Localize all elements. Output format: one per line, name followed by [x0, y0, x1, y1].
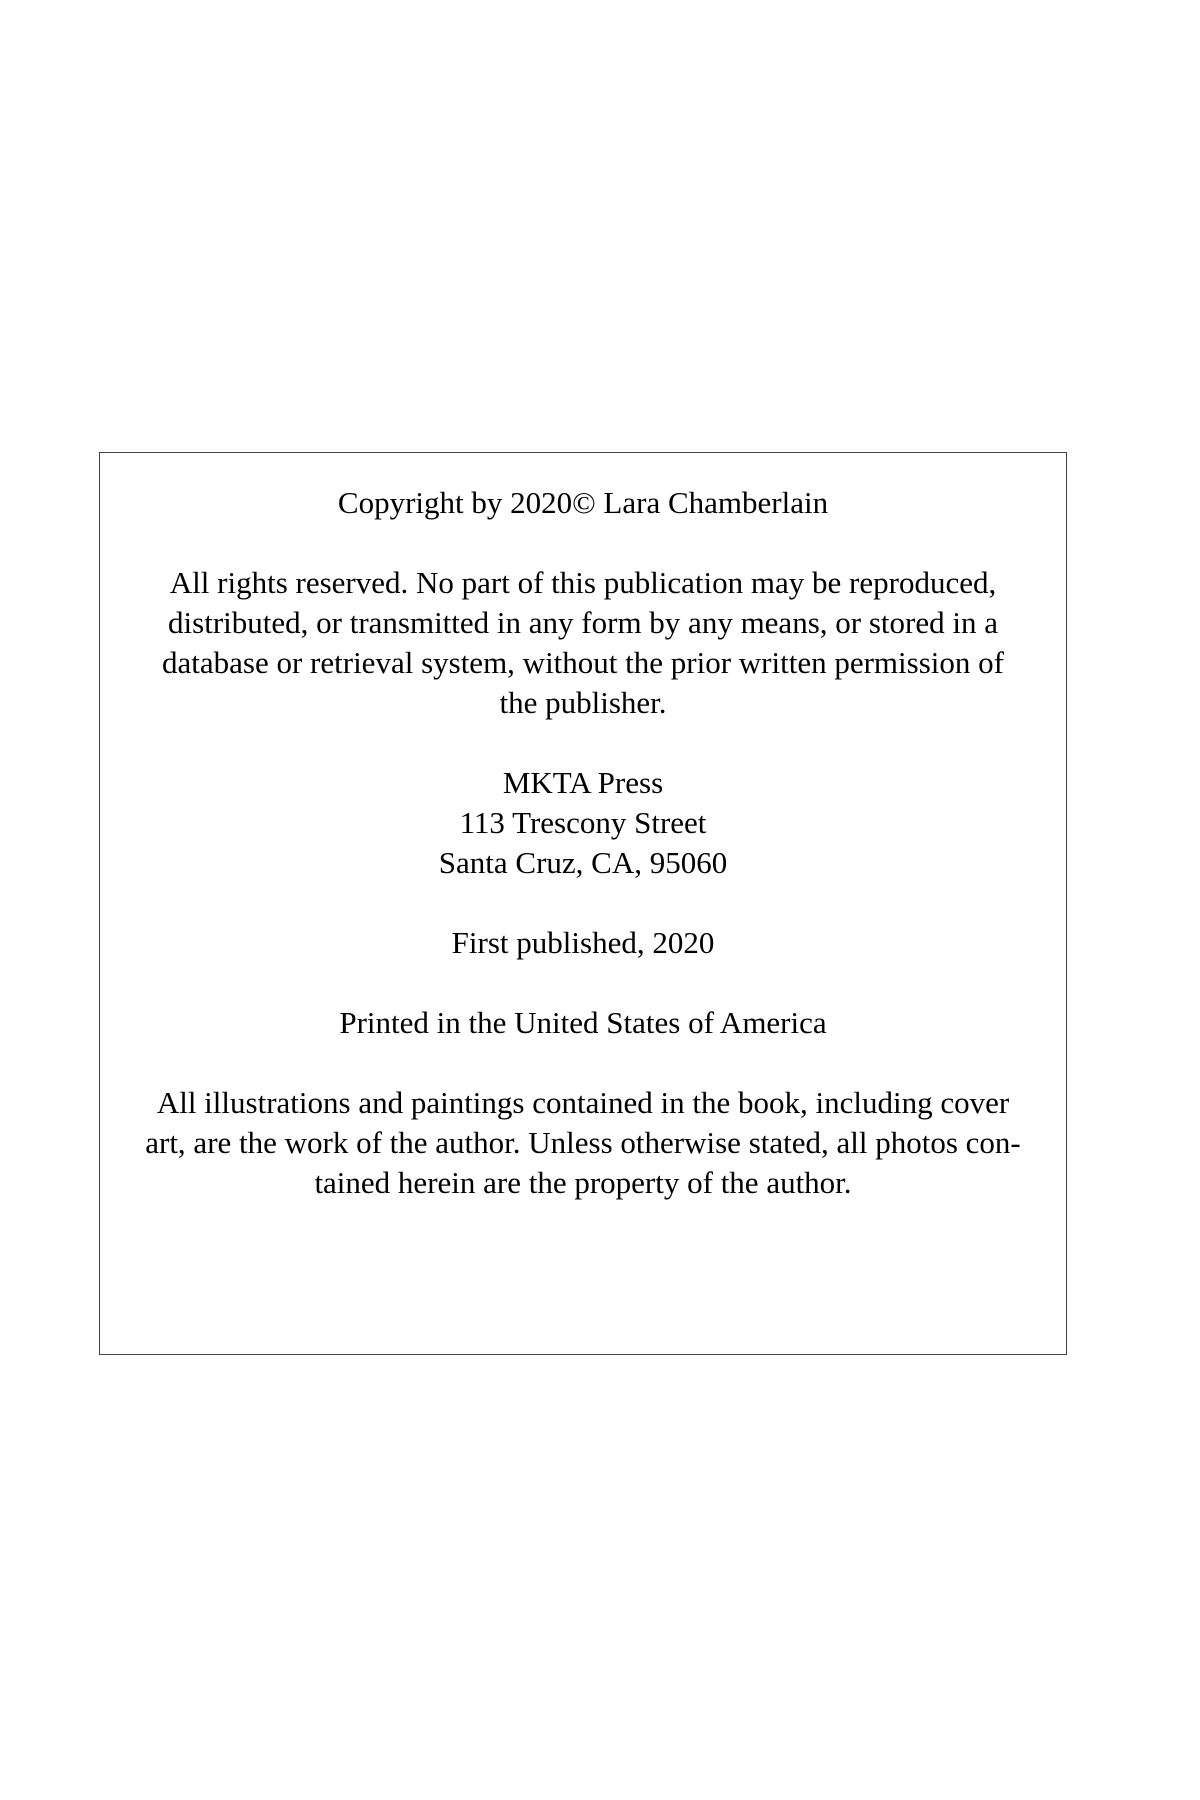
publisher-name: MKTA Press [502, 765, 664, 800]
copyright-block [114, 483, 1052, 523]
illustrations-line: art, are the work of the author. Unless otherwise stated, all photos con- [145, 1125, 1021, 1160]
first-published-block [114, 923, 1052, 963]
printed-in-block [114, 1003, 1052, 1043]
first-published: First published, 2020 [451, 925, 715, 960]
publisher-address [114, 763, 1052, 883]
illustrations-line: All illustrations and paintings contained in the book, including cover [156, 1085, 1010, 1120]
publisher-city: Santa Cruz, CA, 95060 [438, 845, 728, 880]
illustrations-notice [114, 1083, 1052, 1203]
rights-line: database or retrieval system, without the prior written permission of [162, 645, 1004, 680]
publisher-street: 113 Trescony Street [459, 805, 707, 840]
rights-notice [114, 563, 1052, 723]
illustrations-line: tained herein are the property of the author. [314, 1165, 852, 1200]
rights-line: All rights reserved. No part of this publication may be reproduced, [169, 565, 997, 600]
copyright-box [99, 452, 1067, 1355]
rights-line: the publisher. [499, 685, 667, 720]
copyright-line: Copyright by 2020© Lara Chamberlain [337, 485, 829, 520]
rights-line: distributed, or transmitted in any form by any means, or stored in a [168, 605, 998, 640]
copyright-content [100, 483, 1066, 1243]
printed-in: Printed in the United States of America [339, 1005, 827, 1040]
